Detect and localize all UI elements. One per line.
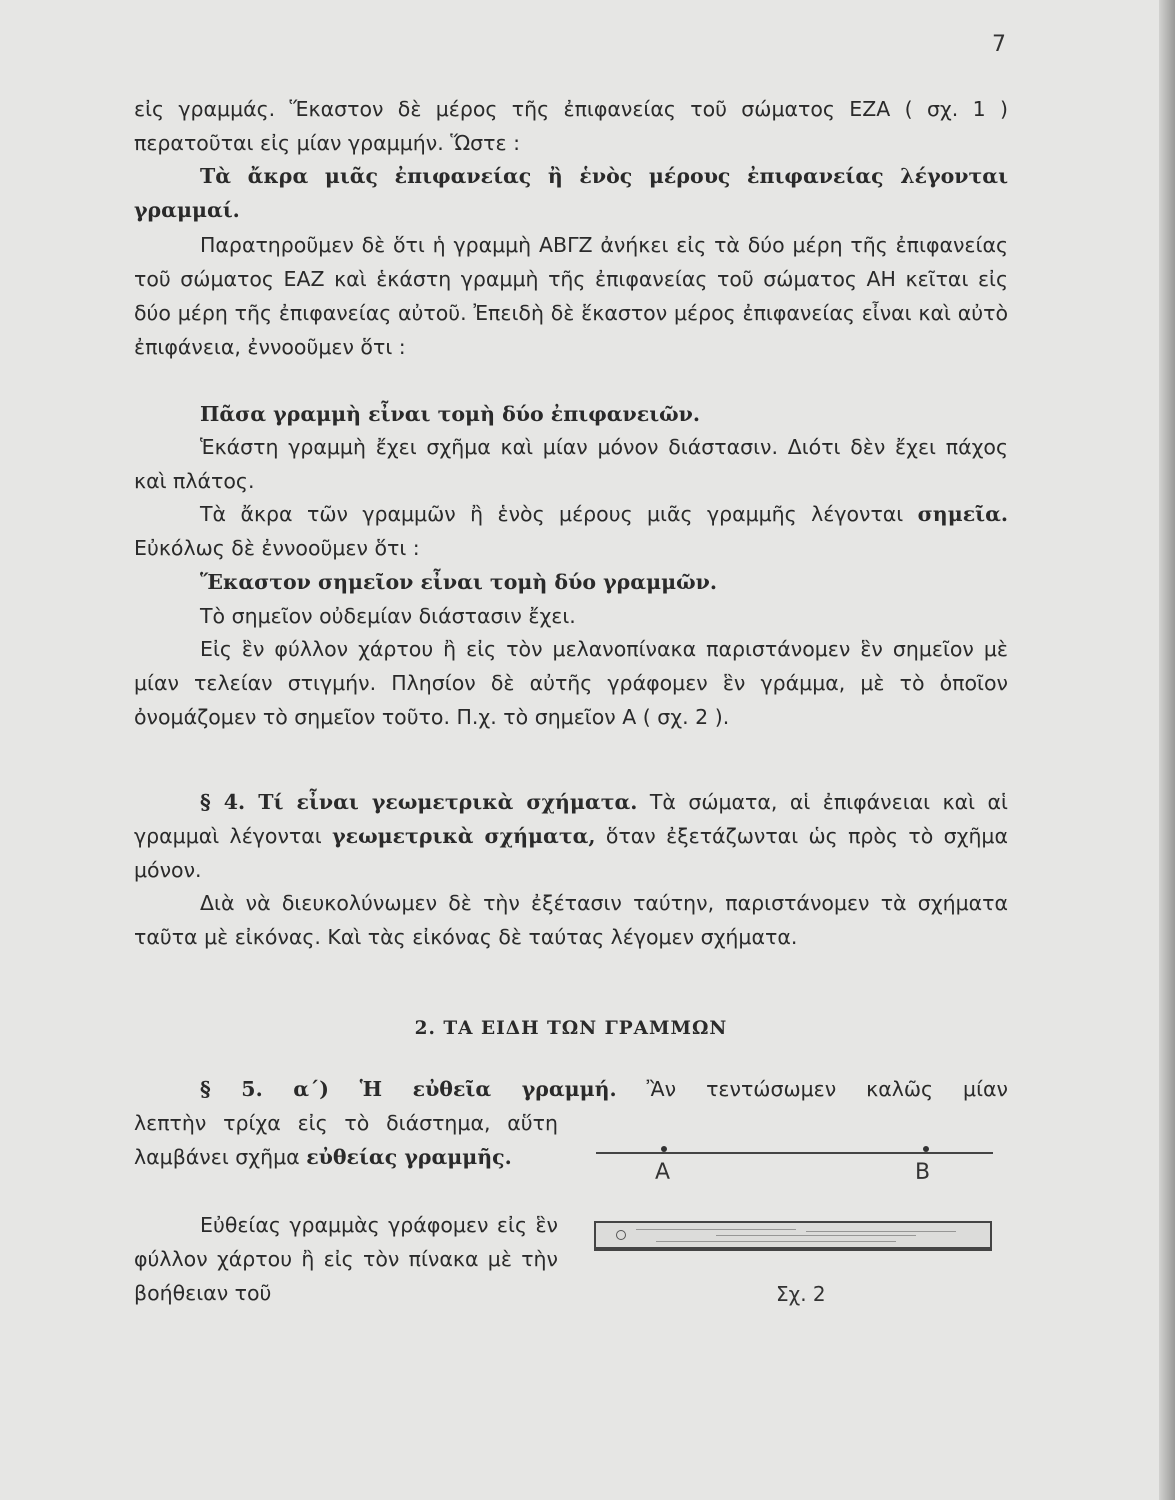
point-b-label: Β [915,1160,931,1185]
ruler-drawing [594,1221,992,1251]
section-5-title: § 5. α΄) Ἡ εὐθεῖα γραμμή. [200,1077,617,1101]
paragraph-11: Διὰ νὰ διευκολύνωμεν δὲ τὴν ἐξέτασιν ταύτην, παριστάνομεν τὰ σχήματα ταῦτα μὲ εἰκόνας. Καὶ τὰς εἰκόνας δὲ ταύτας λέγομεν σχήματα. [134,891,1008,949]
term-geometric-shapes: γεωμετρικὰ σχήματα, [332,824,596,848]
wood-grain-line [716,1235,916,1236]
wood-grain-line [636,1229,796,1230]
paragraph-6-text: Τὰ ἄκρα τῶν γραμμῶν ἢ ἑνὸς μέρους μιᾶς γραμμῆς λέγονται [200,502,904,526]
section-4-text: Τὰ σώματα, αἱ ἐπιφάνειαι καὶ αἱ γραμμαὶ λέγονται [134,790,1008,848]
paragraph-3: Παρατηροῦμεν δὲ ὅτι ἡ γραμμὴ ΑΒΓΖ ἀνήκει εἰς τὰ δύο μέρη τῆς ἐπιφανείας τοῦ σώματος ΕΑΖ καὶ ἑκάστη γραμμὴ τῆς ἐπιφανείας τοῦ σώματος ΑΗ κεῖται εἰς δύο μέρη τῆς ἐπιφανείας αὐτοῦ. Ἐπειδὴ δὲ ἕκαστον μέρος ἐπιφανείας εἶναι καὶ αὐτὸ ἐπιφάνεια, ἐννοοῦμεν ὅτι : [134,233,1008,359]
section-4-paragraph [134,785,1008,887]
chapter-heading: 2. ΤΑ ΕΙΔΗ ΤΩΝ ΓΡΑΜΜΩΝ [414,1018,728,1039]
page-number: 7 [992,32,1006,57]
figure-caption: Σχ. 2 [776,1282,826,1306]
paragraph-13 [134,1106,558,1174]
section-5-intro [134,1072,1008,1106]
section-4-tail: ὅταν ἐξετάζωνται ὡς πρὸς τὸ σχῆμα μόνον. [134,824,1008,882]
point-a-dot [661,1146,667,1152]
definition-point-intersection: Ἕκαστον σημεῖον εἶναι τομὴ δύο γραμμῶν. [200,570,717,594]
paragraph-13-text: λεπτὴν τρίχα εἰς τὸ διάστημα, αὕτη λαμβάνει σχῆμα [134,1111,558,1169]
paragraph-5: Ἑκάστη γραμμὴ ἔχει σχῆμα καὶ μίαν μόνον διάστασιν. Διότι δὲν ἔχει πάχος καὶ πλάτος. [134,435,1008,493]
term-straight-line: εὐθείας γραμμῆς. [306,1145,512,1169]
point-b-dot [923,1146,929,1152]
term-points: σημεῖα. [917,502,1008,526]
paragraph-6-tail: Εὐκόλως δὲ ἐννοοῦμεν ὅτι : [134,536,420,560]
paragraph-6 [134,497,1008,565]
definition-line-intersection: Πᾶσα γραμμὴ εἶναι τομὴ δύο ἐπιφανειῶν. [200,402,701,426]
paragraph-8: Τὸ σημεῖον οὐδεμίαν διάστασιν ἔχει. [200,604,576,628]
straight-line-ab [596,1152,993,1154]
page-edge [1159,0,1175,1500]
section-4-title: § 4. Τί εἶναι γεωμετρικὰ σχήματα. [200,790,638,814]
wood-grain-line [806,1231,956,1232]
section-5-text: Ἂν τεντώσωμεν καλῶς μίαν [646,1077,1008,1101]
point-a-label: Α [655,1160,671,1185]
paragraph-1: εἰς γραμμάς. Ἕκαστον δὲ μέρος τῆς ἐπιφανείας τοῦ σώματος ΕΖΑ ( σχ. 1 ) περατοῦται εἰς μίαν γραμμήν. Ὥστε : [134,97,1008,155]
wood-knot-icon [616,1230,626,1240]
paragraph-14: Εὐθείας γραμμὰς γράφομεν εἰς ἓν φύλλον χάρτου ἢ εἰς τὸν πίνακα μὲ τὴν βοήθειαν τοῦ [134,1213,558,1305]
wood-grain-line [656,1241,896,1242]
paragraph-9: Εἰς ἓν φύλλον χάρτου ἢ εἰς τὸν μελανοπίνακα παριστάνομεν ἓν σημεῖον μὲ μίαν τελείαν στιγμήν. Πλησίον δὲ αὐτῆς γράφομεν ἓν γράμμα, μὲ τὸ ὁποῖον ὀνομάζομεν τὸ σημεῖον τοῦτο. Π.χ. τὸ σημεῖον Α ( σχ. 2 ). [134,637,1008,729]
definition-lines: Τὰ ἄκρα μιᾶς ἐπιφανείας ἢ ἑνὸς μέρους ἐπιφανείας λέγονται γραμμαί. [134,164,1008,222]
